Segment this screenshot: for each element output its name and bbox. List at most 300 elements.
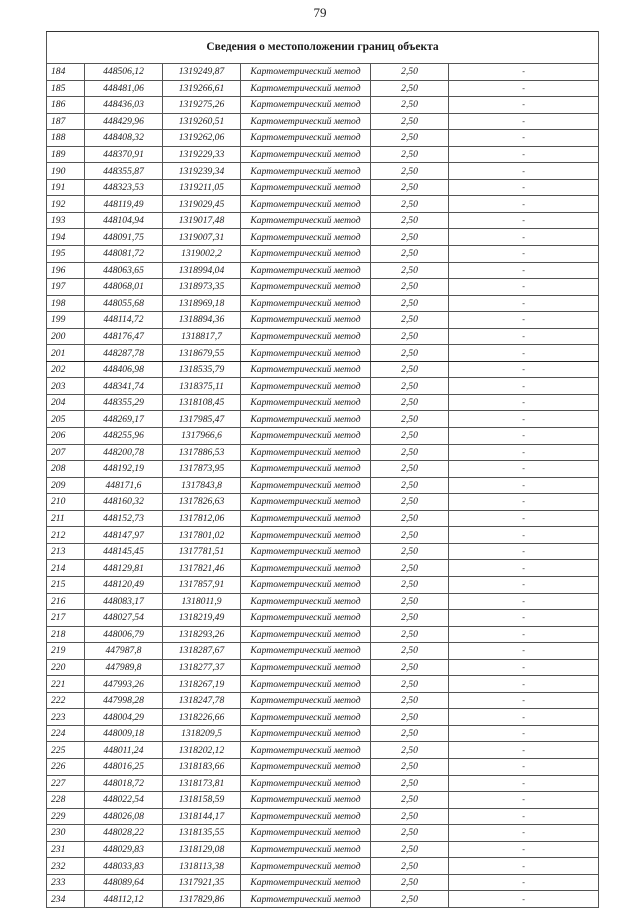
accuracy-cell: 2,50 (371, 874, 449, 891)
point-number-cell: 189 (47, 146, 85, 163)
y-coordinate-cell: 1317985,47 (163, 411, 241, 428)
method-cell: Картометрический метод (241, 742, 371, 759)
table-row (47, 97, 599, 114)
description-cell: - (449, 97, 599, 114)
y-coordinate-cell: 1319275,26 (163, 97, 241, 114)
description-cell: - (449, 179, 599, 196)
y-coordinate-cell: 1318129,08 (163, 841, 241, 858)
x-coordinate-cell: 448016,25 (85, 758, 163, 775)
description-cell: - (449, 461, 599, 478)
description-cell: - (449, 64, 599, 81)
description-cell: - (449, 130, 599, 147)
accuracy-cell: 2,50 (371, 130, 449, 147)
description-cell: - (449, 610, 599, 627)
point-number-cell: 185 (47, 80, 85, 97)
description-cell: - (449, 295, 599, 312)
method-cell: Картометрический метод (241, 312, 371, 329)
accuracy-cell: 2,50 (371, 610, 449, 627)
y-coordinate-cell: 1318113,38 (163, 858, 241, 875)
description-cell: - (449, 825, 599, 842)
y-coordinate-cell: 1319029,45 (163, 196, 241, 213)
accuracy-cell: 2,50 (371, 262, 449, 279)
description-cell: - (449, 643, 599, 660)
x-coordinate-cell: 448063,65 (85, 262, 163, 279)
table-row (47, 312, 599, 329)
method-cell: Картометрический метод (241, 246, 371, 263)
method-cell: Картометрический метод (241, 676, 371, 693)
x-coordinate-cell: 448370,91 (85, 146, 163, 163)
point-number-cell: 199 (47, 312, 85, 329)
method-cell: Картометрический метод (241, 825, 371, 842)
x-coordinate-cell: 448028,22 (85, 825, 163, 842)
method-cell: Картометрический метод (241, 725, 371, 742)
point-number-cell: 232 (47, 858, 85, 875)
accuracy-cell: 2,50 (371, 312, 449, 329)
point-number-cell: 212 (47, 527, 85, 544)
x-coordinate-cell: 448089,64 (85, 874, 163, 891)
page-number: 79 (313, 5, 327, 20)
x-coordinate-cell: 448027,54 (85, 610, 163, 627)
method-cell: Картометрический метод (241, 461, 371, 478)
method-cell: Картометрический метод (241, 64, 371, 81)
method-cell: Картометрический метод (241, 560, 371, 577)
table-row (47, 146, 599, 163)
y-coordinate-cell: 1317826,63 (163, 494, 241, 511)
y-coordinate-cell: 1319017,48 (163, 212, 241, 229)
y-coordinate-cell: 1318287,67 (163, 643, 241, 660)
accuracy-cell: 2,50 (371, 477, 449, 494)
x-coordinate-cell: 448506,12 (85, 64, 163, 81)
point-number-cell: 196 (47, 262, 85, 279)
point-number-cell: 214 (47, 560, 85, 577)
x-coordinate-cell: 448011,24 (85, 742, 163, 759)
point-number-cell: 194 (47, 229, 85, 246)
description-cell: - (449, 361, 599, 378)
x-coordinate-cell: 448120,49 (85, 576, 163, 593)
point-number-cell: 188 (47, 130, 85, 147)
description-cell: - (449, 246, 599, 263)
table-row (47, 428, 599, 445)
x-coordinate-cell: 448129,81 (85, 560, 163, 577)
point-number-cell: 201 (47, 345, 85, 362)
point-number-cell: 186 (47, 97, 85, 114)
point-number-cell: 200 (47, 328, 85, 345)
y-coordinate-cell: 1319211,05 (163, 179, 241, 196)
accuracy-cell: 2,50 (371, 709, 449, 726)
x-coordinate-cell: 448255,96 (85, 428, 163, 445)
method-cell: Картометрический метод (241, 610, 371, 627)
x-coordinate-cell: 448068,01 (85, 279, 163, 296)
accuracy-cell: 2,50 (371, 692, 449, 709)
y-coordinate-cell: 1319239,34 (163, 163, 241, 180)
method-cell: Картометрический метод (241, 543, 371, 560)
point-number-cell: 187 (47, 113, 85, 130)
description-cell: - (449, 891, 599, 908)
y-coordinate-cell: 1319262,06 (163, 130, 241, 147)
accuracy-cell: 2,50 (371, 97, 449, 114)
method-cell: Картометрический метод (241, 494, 371, 511)
x-coordinate-cell: 448029,83 (85, 841, 163, 858)
description-cell: - (449, 560, 599, 577)
table-row (47, 477, 599, 494)
accuracy-cell: 2,50 (371, 80, 449, 97)
x-coordinate-cell: 448055,68 (85, 295, 163, 312)
point-number-cell: 227 (47, 775, 85, 792)
table-header-row (47, 32, 599, 64)
y-coordinate-cell: 1318535,79 (163, 361, 241, 378)
accuracy-cell: 2,50 (371, 411, 449, 428)
description-cell: - (449, 676, 599, 693)
description-cell: - (449, 510, 599, 527)
table-row (47, 874, 599, 891)
description-cell: - (449, 758, 599, 775)
point-number-cell: 222 (47, 692, 85, 709)
table-row (47, 80, 599, 97)
point-number-cell: 203 (47, 378, 85, 395)
x-coordinate-cell: 448481,06 (85, 80, 163, 97)
table-row (47, 64, 599, 81)
method-cell: Картометрический метод (241, 477, 371, 494)
accuracy-cell: 2,50 (371, 676, 449, 693)
method-cell: Картометрический метод (241, 643, 371, 660)
accuracy-cell: 2,50 (371, 328, 449, 345)
y-coordinate-cell: 1318894,36 (163, 312, 241, 329)
table-row (47, 130, 599, 147)
description-cell: - (449, 212, 599, 229)
table-row (47, 858, 599, 875)
accuracy-cell: 2,50 (371, 758, 449, 775)
table-row (47, 246, 599, 263)
table-row (47, 345, 599, 362)
method-cell: Картометрический метод (241, 858, 371, 875)
accuracy-cell: 2,50 (371, 444, 449, 461)
section-header: Сведения о местоположении границ объекта (47, 32, 599, 64)
y-coordinate-cell: 1318209,5 (163, 725, 241, 742)
table-row (47, 758, 599, 775)
point-number-cell: 213 (47, 543, 85, 560)
x-coordinate-cell: 448145,45 (85, 543, 163, 560)
y-coordinate-cell: 1318173,81 (163, 775, 241, 792)
table-row (47, 709, 599, 726)
method-cell: Картометрический метод (241, 130, 371, 147)
x-coordinate-cell: 448119,49 (85, 196, 163, 213)
point-number-cell: 218 (47, 626, 85, 643)
method-cell: Картометрический метод (241, 345, 371, 362)
method-cell: Картометрический метод (241, 328, 371, 345)
accuracy-cell: 2,50 (371, 543, 449, 560)
table-row (47, 610, 599, 627)
method-cell: Картометрический метод (241, 394, 371, 411)
table-row (47, 461, 599, 478)
description-cell: - (449, 709, 599, 726)
point-number-cell: 204 (47, 394, 85, 411)
description-cell: - (449, 312, 599, 329)
description-cell: - (449, 659, 599, 676)
y-coordinate-cell: 1318108,45 (163, 394, 241, 411)
accuracy-cell: 2,50 (371, 279, 449, 296)
y-coordinate-cell: 1318158,59 (163, 792, 241, 809)
coordinates-table-container (46, 31, 598, 908)
table-row (47, 775, 599, 792)
accuracy-cell: 2,50 (371, 891, 449, 908)
accuracy-cell: 2,50 (371, 146, 449, 163)
y-coordinate-cell: 1318267,19 (163, 676, 241, 693)
accuracy-cell: 2,50 (371, 643, 449, 660)
table-row (47, 659, 599, 676)
description-cell: - (449, 163, 599, 180)
y-coordinate-cell: 1318277,37 (163, 659, 241, 676)
x-coordinate-cell: 448406,98 (85, 361, 163, 378)
table-row (47, 262, 599, 279)
description-cell: - (449, 808, 599, 825)
y-coordinate-cell: 1318202,12 (163, 742, 241, 759)
x-coordinate-cell: 447998,28 (85, 692, 163, 709)
table-row (47, 527, 599, 544)
x-coordinate-cell: 448269,17 (85, 411, 163, 428)
y-coordinate-cell: 1317966,6 (163, 428, 241, 445)
accuracy-cell: 2,50 (371, 494, 449, 511)
method-cell: Картометрический метод (241, 80, 371, 97)
table-body (47, 64, 599, 908)
accuracy-cell: 2,50 (371, 725, 449, 742)
method-cell: Картометрический метод (241, 411, 371, 428)
accuracy-cell: 2,50 (371, 841, 449, 858)
x-coordinate-cell: 448192,19 (85, 461, 163, 478)
point-number-cell: 206 (47, 428, 85, 445)
method-cell: Картометрический метод (241, 659, 371, 676)
table-row (47, 279, 599, 296)
x-coordinate-cell: 448152,73 (85, 510, 163, 527)
y-coordinate-cell: 1318226,66 (163, 709, 241, 726)
description-cell: - (449, 80, 599, 97)
table-row (47, 841, 599, 858)
accuracy-cell: 2,50 (371, 742, 449, 759)
point-number-cell: 233 (47, 874, 85, 891)
description-cell: - (449, 477, 599, 494)
y-coordinate-cell: 1317821,46 (163, 560, 241, 577)
table-row (47, 378, 599, 395)
accuracy-cell: 2,50 (371, 113, 449, 130)
y-coordinate-cell: 1318183,66 (163, 758, 241, 775)
description-cell: - (449, 345, 599, 362)
accuracy-cell: 2,50 (371, 361, 449, 378)
table-row (47, 494, 599, 511)
description-cell: - (449, 725, 599, 742)
x-coordinate-cell: 448026,08 (85, 808, 163, 825)
table-row (47, 543, 599, 560)
point-number-cell: 230 (47, 825, 85, 842)
method-cell: Картометрический метод (241, 692, 371, 709)
y-coordinate-cell: 1319002,2 (163, 246, 241, 263)
table-row (47, 560, 599, 577)
description-cell: - (449, 775, 599, 792)
accuracy-cell: 2,50 (371, 345, 449, 362)
description-cell: - (449, 692, 599, 709)
accuracy-cell: 2,50 (371, 576, 449, 593)
y-coordinate-cell: 1318144,17 (163, 808, 241, 825)
point-number-cell: 220 (47, 659, 85, 676)
accuracy-cell: 2,50 (371, 461, 449, 478)
description-cell: - (449, 229, 599, 246)
x-coordinate-cell: 447987,8 (85, 643, 163, 660)
accuracy-cell: 2,50 (371, 179, 449, 196)
method-cell: Картометрический метод (241, 113, 371, 130)
table-row (47, 328, 599, 345)
y-coordinate-cell: 1318969,18 (163, 295, 241, 312)
method-cell: Картометрический метод (241, 229, 371, 246)
y-coordinate-cell: 1318994,04 (163, 262, 241, 279)
method-cell: Картометрический метод (241, 576, 371, 593)
point-number-cell: 193 (47, 212, 85, 229)
description-cell: - (449, 593, 599, 610)
description-cell: - (449, 146, 599, 163)
method-cell: Картометрический метод (241, 527, 371, 544)
description-cell: - (449, 494, 599, 511)
description-cell: - (449, 279, 599, 296)
x-coordinate-cell: 448408,32 (85, 130, 163, 147)
table-row (47, 692, 599, 709)
accuracy-cell: 2,50 (371, 428, 449, 445)
table-row (47, 825, 599, 842)
description-cell: - (449, 428, 599, 445)
point-number-cell: 223 (47, 709, 85, 726)
x-coordinate-cell: 448022,54 (85, 792, 163, 809)
table-row (47, 394, 599, 411)
table-row (47, 229, 599, 246)
description-cell: - (449, 792, 599, 809)
method-cell: Картометрический метод (241, 593, 371, 610)
x-coordinate-cell: 448171,6 (85, 477, 163, 494)
point-number-cell: 202 (47, 361, 85, 378)
method-cell: Картометрический метод (241, 163, 371, 180)
point-number-cell: 225 (47, 742, 85, 759)
accuracy-cell: 2,50 (371, 212, 449, 229)
point-number-cell: 219 (47, 643, 85, 660)
y-coordinate-cell: 1317886,53 (163, 444, 241, 461)
point-number-cell: 224 (47, 725, 85, 742)
x-coordinate-cell: 448009,18 (85, 725, 163, 742)
accuracy-cell: 2,50 (371, 560, 449, 577)
accuracy-cell: 2,50 (371, 394, 449, 411)
point-number-cell: 228 (47, 792, 85, 809)
description-cell: - (449, 527, 599, 544)
method-cell: Картометрический метод (241, 279, 371, 296)
method-cell: Картометрический метод (241, 428, 371, 445)
accuracy-cell: 2,50 (371, 295, 449, 312)
point-number-cell: 207 (47, 444, 85, 461)
x-coordinate-cell: 448112,12 (85, 891, 163, 908)
point-number-cell: 217 (47, 610, 85, 627)
method-cell: Картометрический метод (241, 295, 371, 312)
description-cell: - (449, 444, 599, 461)
x-coordinate-cell: 448083,17 (85, 593, 163, 610)
description-cell: - (449, 411, 599, 428)
table-row (47, 212, 599, 229)
table-row (47, 361, 599, 378)
x-coordinate-cell: 448355,29 (85, 394, 163, 411)
y-coordinate-cell: 1318817,7 (163, 328, 241, 345)
accuracy-cell: 2,50 (371, 527, 449, 544)
method-cell: Картометрический метод (241, 758, 371, 775)
y-coordinate-cell: 1317873,95 (163, 461, 241, 478)
y-coordinate-cell: 1319260,51 (163, 113, 241, 130)
table-row (47, 725, 599, 742)
point-number-cell: 209 (47, 477, 85, 494)
description-cell: - (449, 626, 599, 643)
x-coordinate-cell: 448323,53 (85, 179, 163, 196)
point-number-cell: 216 (47, 593, 85, 610)
method-cell: Картометрический метод (241, 775, 371, 792)
method-cell: Картометрический метод (241, 792, 371, 809)
method-cell: Картометрический метод (241, 262, 371, 279)
description-cell: - (449, 874, 599, 891)
method-cell: Картометрический метод (241, 709, 371, 726)
x-coordinate-cell: 448429,96 (85, 113, 163, 130)
description-cell: - (449, 328, 599, 345)
method-cell: Картометрический метод (241, 626, 371, 643)
y-coordinate-cell: 1317801,02 (163, 527, 241, 544)
y-coordinate-cell: 1317812,06 (163, 510, 241, 527)
point-number-cell: 211 (47, 510, 85, 527)
accuracy-cell: 2,50 (371, 792, 449, 809)
table-row (47, 808, 599, 825)
accuracy-cell: 2,50 (371, 808, 449, 825)
x-coordinate-cell: 447993,26 (85, 676, 163, 693)
x-coordinate-cell: 448104,94 (85, 212, 163, 229)
y-coordinate-cell: 1318247,78 (163, 692, 241, 709)
x-coordinate-cell: 448176,47 (85, 328, 163, 345)
accuracy-cell: 2,50 (371, 64, 449, 81)
x-coordinate-cell: 448147,97 (85, 527, 163, 544)
point-number-cell: 229 (47, 808, 85, 825)
y-coordinate-cell: 1318679,55 (163, 345, 241, 362)
accuracy-cell: 2,50 (371, 858, 449, 875)
point-number-cell: 205 (47, 411, 85, 428)
x-coordinate-cell: 448033,83 (85, 858, 163, 875)
x-coordinate-cell: 448004,29 (85, 709, 163, 726)
table-row (47, 444, 599, 461)
description-cell: - (449, 858, 599, 875)
table-row (47, 411, 599, 428)
y-coordinate-cell: 1317921,35 (163, 874, 241, 891)
method-cell: Картометрический метод (241, 212, 371, 229)
point-number-cell: 198 (47, 295, 85, 312)
table-row (47, 593, 599, 610)
x-coordinate-cell: 448355,87 (85, 163, 163, 180)
x-coordinate-cell: 448006,79 (85, 626, 163, 643)
y-coordinate-cell: 1318293,26 (163, 626, 241, 643)
description-cell: - (449, 262, 599, 279)
table-row (47, 179, 599, 196)
y-coordinate-cell: 1318375,11 (163, 378, 241, 395)
table-row (47, 576, 599, 593)
accuracy-cell: 2,50 (371, 246, 449, 263)
accuracy-cell: 2,50 (371, 510, 449, 527)
point-number-cell: 226 (47, 758, 85, 775)
x-coordinate-cell: 448436,03 (85, 97, 163, 114)
y-coordinate-cell: 1318973,35 (163, 279, 241, 296)
point-number-cell: 197 (47, 279, 85, 296)
method-cell: Картометрический метод (241, 891, 371, 908)
y-coordinate-cell: 1317829,86 (163, 891, 241, 908)
table-row (47, 510, 599, 527)
point-number-cell: 210 (47, 494, 85, 511)
y-coordinate-cell: 1317781,51 (163, 543, 241, 560)
accuracy-cell: 2,50 (371, 229, 449, 246)
x-coordinate-cell: 448114,72 (85, 312, 163, 329)
table-row (47, 676, 599, 693)
method-cell: Картометрический метод (241, 378, 371, 395)
